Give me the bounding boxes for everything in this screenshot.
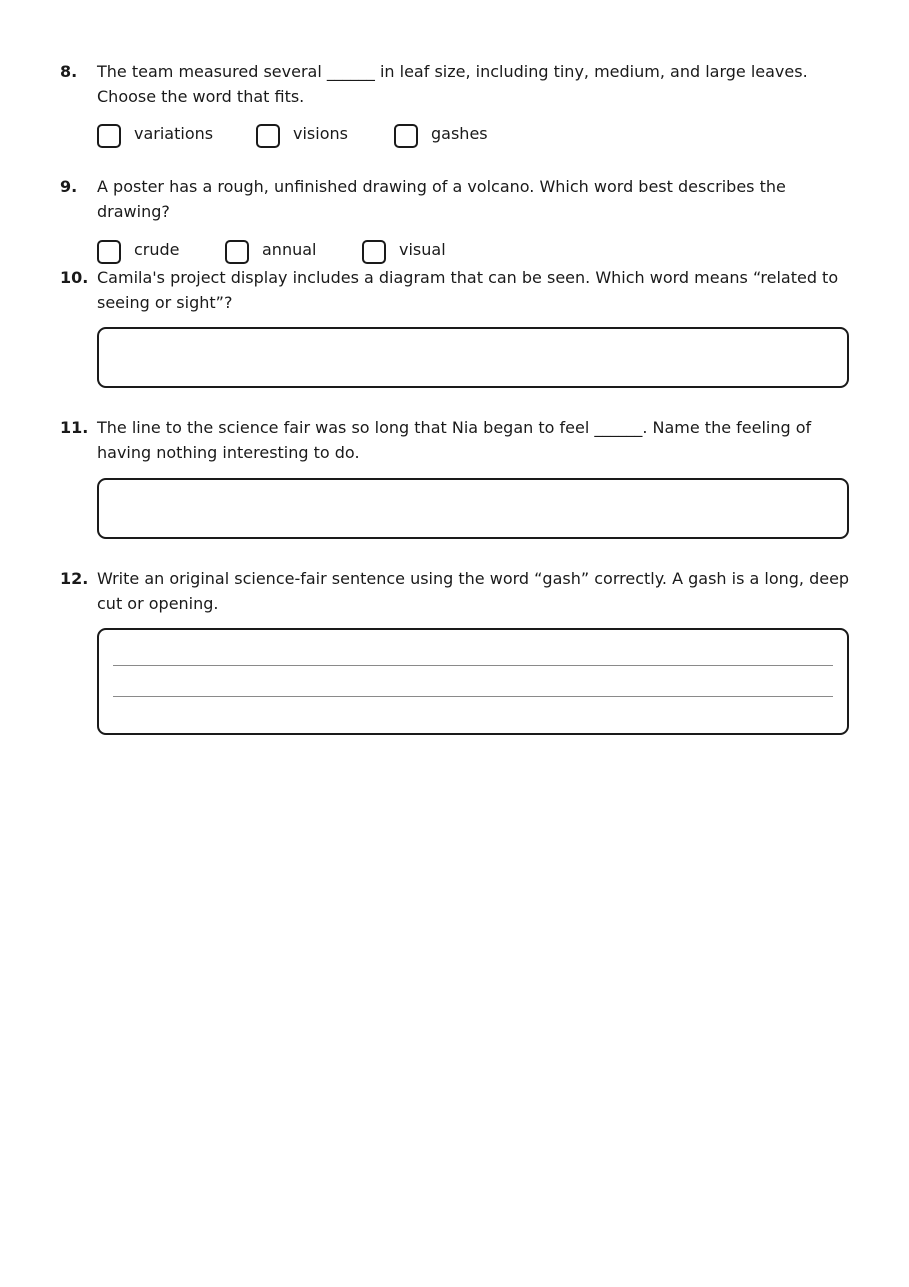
question-8 <box>60 59 850 152</box>
checkbox[interactable] <box>97 240 121 264</box>
choice-visual[interactable] <box>362 238 446 266</box>
choice-annual[interactable] <box>225 238 316 266</box>
choice-label: visual <box>399 240 446 259</box>
choice-label: annual <box>262 240 317 259</box>
choice-label: crude <box>134 240 180 259</box>
answer-choices <box>60 238 850 268</box>
question-text: Write an original science-fair sentence using the word “gash” correctly. A gash is a long, deep cut or opening. <box>97 569 850 613</box>
checkbox[interactable] <box>362 240 386 264</box>
question-number: 11. <box>60 418 89 437</box>
choice-label: variations <box>134 124 214 143</box>
question-12 <box>60 566 850 738</box>
answer-choices <box>60 122 850 152</box>
question-text: The team measured several ______ in leaf size, including tiny, medium, and large leaves. Choose the word that fits. <box>97 62 808 106</box>
question-prompt <box>60 59 850 109</box>
checkbox[interactable] <box>97 124 121 148</box>
choice-label: visions <box>293 124 348 143</box>
question-text: The line to the science fair was so long that Nia began to feel ______. Name the feeling of having nothing interesting to do. <box>97 418 812 462</box>
question-10 <box>60 265 850 390</box>
choice-gashes[interactable] <box>394 122 488 150</box>
question-9 <box>60 174 850 268</box>
checkbox[interactable] <box>225 240 249 264</box>
question-11 <box>60 415 850 541</box>
lined-answer-box[interactable] <box>97 628 849 735</box>
question-number: 9. <box>60 177 78 196</box>
question-number: 12. <box>60 569 89 588</box>
question-text: Camila's project display includes a diagram that can be seen. Which word means “related to seeing or sight”? <box>97 268 839 312</box>
question-number: 8. <box>60 62 78 81</box>
writing-line <box>113 696 833 697</box>
question-text: A poster has a rough, unfinished drawing of a volcano. Which word best describes the drawing? <box>97 177 786 221</box>
question-number: 10. <box>60 268 89 287</box>
question-prompt <box>60 265 850 315</box>
answer-input-box[interactable] <box>97 327 849 388</box>
checkbox[interactable] <box>256 124 280 148</box>
writing-line <box>113 665 833 666</box>
choice-crude[interactable] <box>97 238 180 266</box>
question-prompt <box>60 566 850 616</box>
choice-variations[interactable] <box>97 122 213 150</box>
question-prompt <box>60 174 850 224</box>
checkbox[interactable] <box>394 124 418 148</box>
choice-label: gashes <box>431 124 488 143</box>
choice-visions[interactable] <box>256 122 348 150</box>
answer-input-box[interactable] <box>97 478 849 539</box>
question-prompt <box>60 415 850 465</box>
